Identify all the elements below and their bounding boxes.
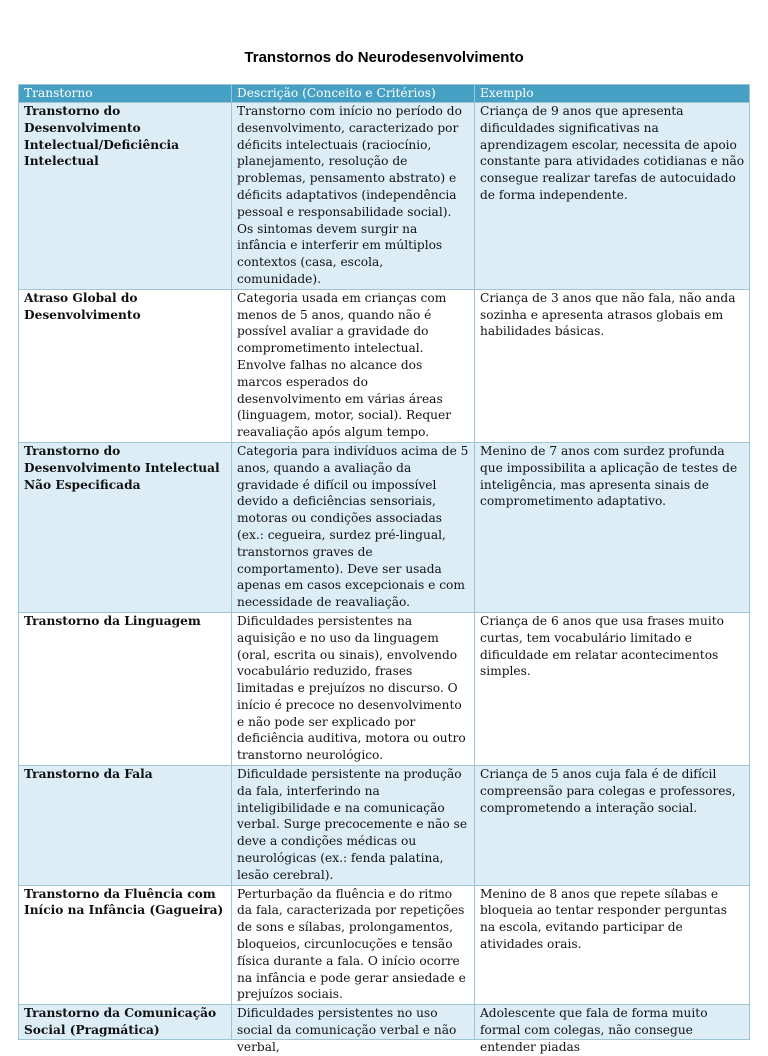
disorder-description-text: Dificuldades persistentes no uso social da comunicação verbal e não verbal, bbox=[237, 1006, 457, 1054]
disorder-name-text: Transtorno da Comunicação Social (Pragmática) bbox=[24, 1006, 217, 1038]
disorder-description bbox=[232, 1005, 475, 1054]
disorder-example bbox=[475, 1005, 750, 1054]
table-row bbox=[19, 1005, 750, 1040]
header-description: Descrição (Conceito e Critérios) bbox=[232, 85, 475, 103]
disorder-example: Criança de 3 anos que não fala, não anda sozinha e apresenta atrasos globais em habilidades básicas. bbox=[475, 289, 750, 442]
disorder-name bbox=[19, 1005, 232, 1040]
header-example: Exemplo bbox=[475, 85, 750, 103]
disorder-description: Categoria usada em crianças com menos de 5 anos, quando não é possível avaliar a gravidade do comprometimento intelectual. Envolve falhas no alcance dos marcos esperados do desenvolvimento em várias áreas (linguagem, motor, social). Requer reavaliação após algum tempo. bbox=[232, 289, 475, 442]
header-disorder: Transtorno bbox=[19, 85, 232, 103]
disorders-table bbox=[18, 84, 750, 1054]
disorder-name: Transtorno do Desenvolvimento Intelectual Não Especificada bbox=[19, 442, 232, 612]
disorder-name: Transtorno da Linguagem bbox=[19, 612, 232, 765]
table-row bbox=[19, 442, 750, 612]
disorder-description: Perturbação da fluência e do ritmo da fala, caracterizada por repetições de sons e sílabas, prolongamentos, bloqueios, circunlocuções e tensão física durante a fala. O início ocorre na infância e pode gerar ansiedade e prejuízos sociais. bbox=[232, 885, 475, 1005]
disorder-description: Categoria para indivíduos acima de 5 anos, quando a avaliação da gravidade é difícil ou impossível devido a deficiências sensoriais, motoras ou condições associadas (ex.: cegueira, surdez pré-lingual, transtornos graves de comportamento). Deve ser usada apenas em casos excepcionais e com necessidade de reavaliação. bbox=[232, 442, 475, 612]
disorder-example-text: Adolescente que fala de forma muito formal com colegas, não consegue entender piadas bbox=[480, 1006, 708, 1054]
disorder-name: Transtorno da Fluência com Início na Infância (Gagueira) bbox=[19, 885, 232, 1005]
disorder-description: Dificuldade persistente na produção da fala, interferindo na inteligibilidade e na comunicação verbal. Surge precocemente e não se deve a condições médicas ou neurológicas (ex.: fenda palatina, lesão cerebral). bbox=[232, 766, 475, 886]
disorder-name: Transtorno da Fala bbox=[19, 766, 232, 886]
disorder-description: Transtorno com início no período do desenvolvimento, caracterizado por déficits intelectuais (raciocínio, planejamento, resolução de problemas, pensamento abstrato) e déficits adaptativos (independência pessoal e responsabilidade social). Os sintomas devem surgir na infância e interferir em múltiplos contextos (casa, escola, comunidade). bbox=[232, 103, 475, 290]
table-row bbox=[19, 103, 750, 290]
disorder-example: Menino de 7 anos com surdez profunda que impossibilita a aplicação de testes de inteligência, mas apresenta sinais de comprometimento adaptativo. bbox=[475, 442, 750, 612]
disorder-description: Dificuldades persistentes na aquisição e no uso da linguagem (oral, escrita ou sinais), envolvendo vocabulário reduzido, frases limitadas e prejuízos no discurso. O início é precoce no desenvolvimento e não pode ser explicado por deficiência auditiva, motora ou outro transtorno neurológico. bbox=[232, 612, 475, 765]
disorder-example: Criança de 5 anos cuja fala é de difícil compreensão para colegas e professores, comprometendo a interação social. bbox=[475, 766, 750, 886]
table-row bbox=[19, 289, 750, 442]
disorder-name: Atraso Global do Desenvolvimento bbox=[19, 289, 232, 442]
table-row bbox=[19, 766, 750, 886]
table-row bbox=[19, 885, 750, 1005]
disorder-example: Menino de 8 anos que repete sílabas e bloqueia ao tentar responder perguntas na escola, evitando participar de atividades orais. bbox=[475, 885, 750, 1005]
table-header-row bbox=[19, 85, 750, 103]
disorder-name: Transtorno do Desenvolvimento Intelectual/Deficiência Intelectual bbox=[19, 103, 232, 290]
document-title: Transtornos do Neurodesenvolvimento bbox=[244, 49, 524, 66]
disorder-example: Criança de 9 anos que apresenta dificuldades significativas na aprendizagem escolar, necessita de apoio constante para atividades cotidianas e não consegue realizar tarefas de autocuidado de forma independente. bbox=[475, 103, 750, 290]
table-row bbox=[19, 612, 750, 765]
disorder-example: Criança de 6 anos que usa frases muito curtas, tem vocabulário limitado e dificuldade em relatar acontecimentos simples. bbox=[475, 612, 750, 765]
